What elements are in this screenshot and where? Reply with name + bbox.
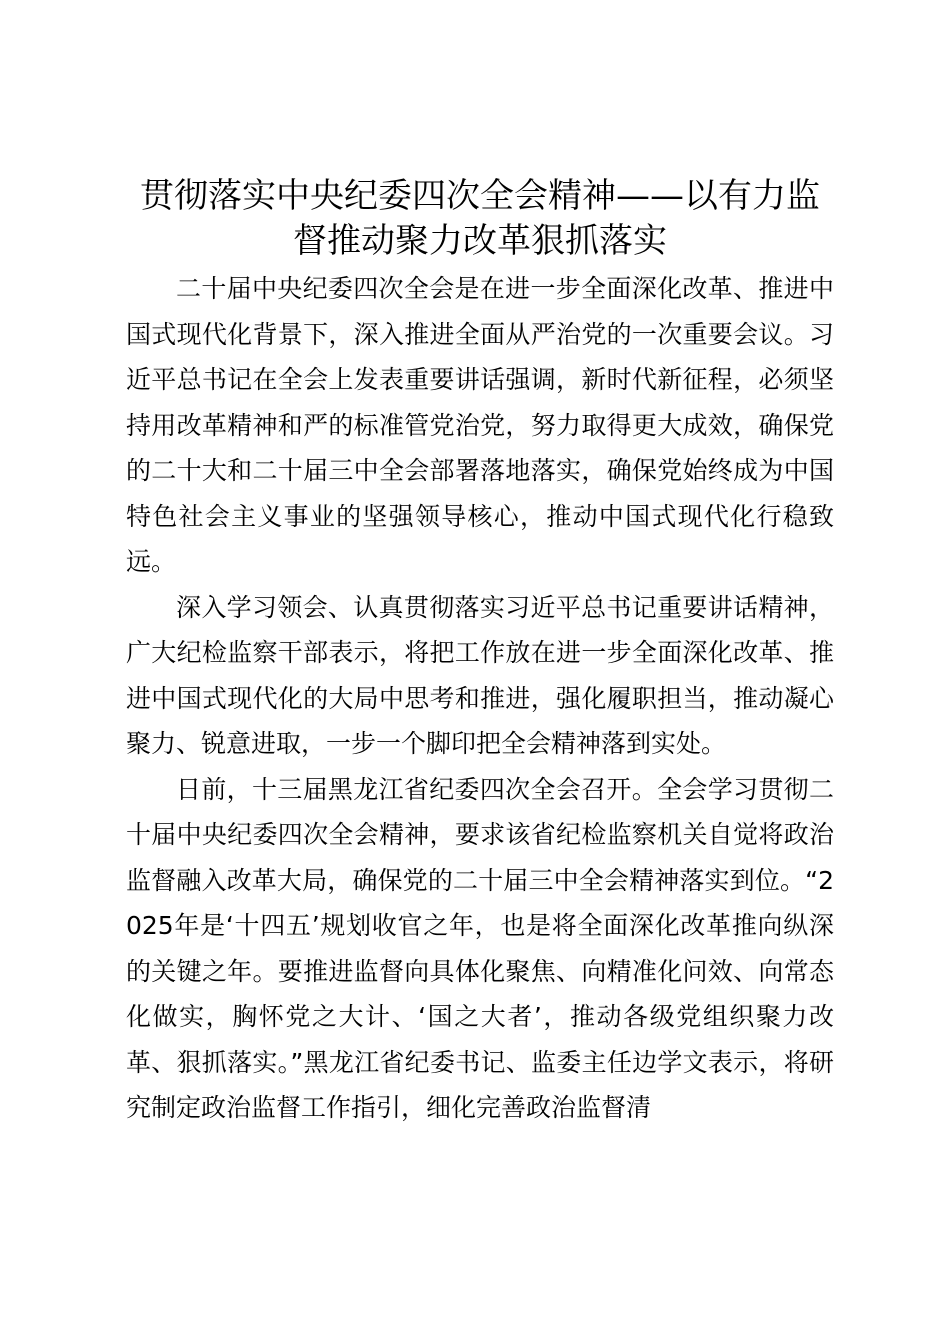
paragraph-1: 二十届中央纪委四次全会是在进一步全面深化改革、推进中国式现代化背景下，深入推进全面从严治党的一次重要会议。习近平总书记在全会上发表重要讲话强调，新时代新征程，必须坚持用改革精神和严的标准管党治党，努力取得更大成效，确保党的二十大和二十届三中全会部署落地落实，确保党始终成为中国特色社会主义事业的坚强领导核心，推动中国式现代化行稳致远。 — [126, 274, 834, 576]
paragraph-3: 日前，十三届黑龙江省纪委四次全会召开。全会学习贯彻二十届中央纪委四次全会精神，要求该省纪检监察机关自觉将政治监督融入改革大局，确保党的二十届三中全会精神落实到位。“2025年是‘十四五’规划收官之年，也是将全面深化改革推向纵深的关键之年。要推进监督向具体化聚焦、向精准化问效、向常态化做实，胸怀党之大计、‘国之大者’，推动各级党组织聚力改革、狠抓落实。”黑龙江省纪委书记、监委主任边学文表示，将研究制定政治监督工作指引，细化完善政治监督清 — [126, 774, 834, 1122]
document-page — [126, 174, 834, 1131]
paragraph-2: 深入学习领会、认真贯彻落实习近平总书记重要讲话精神，广大纪检监察干部表示，将把工作放在进一步全面深化改革、推进中国式现代化的大局中思考和推进，强化履职担当，推动凝心聚力、锐意进取，一步一个脚印把全会精神落到实处。 — [126, 592, 834, 758]
document-title: 贯彻落实中央纪委四次全会精神——以有力监督推动聚力改革狠抓落实 — [140, 176, 820, 261]
